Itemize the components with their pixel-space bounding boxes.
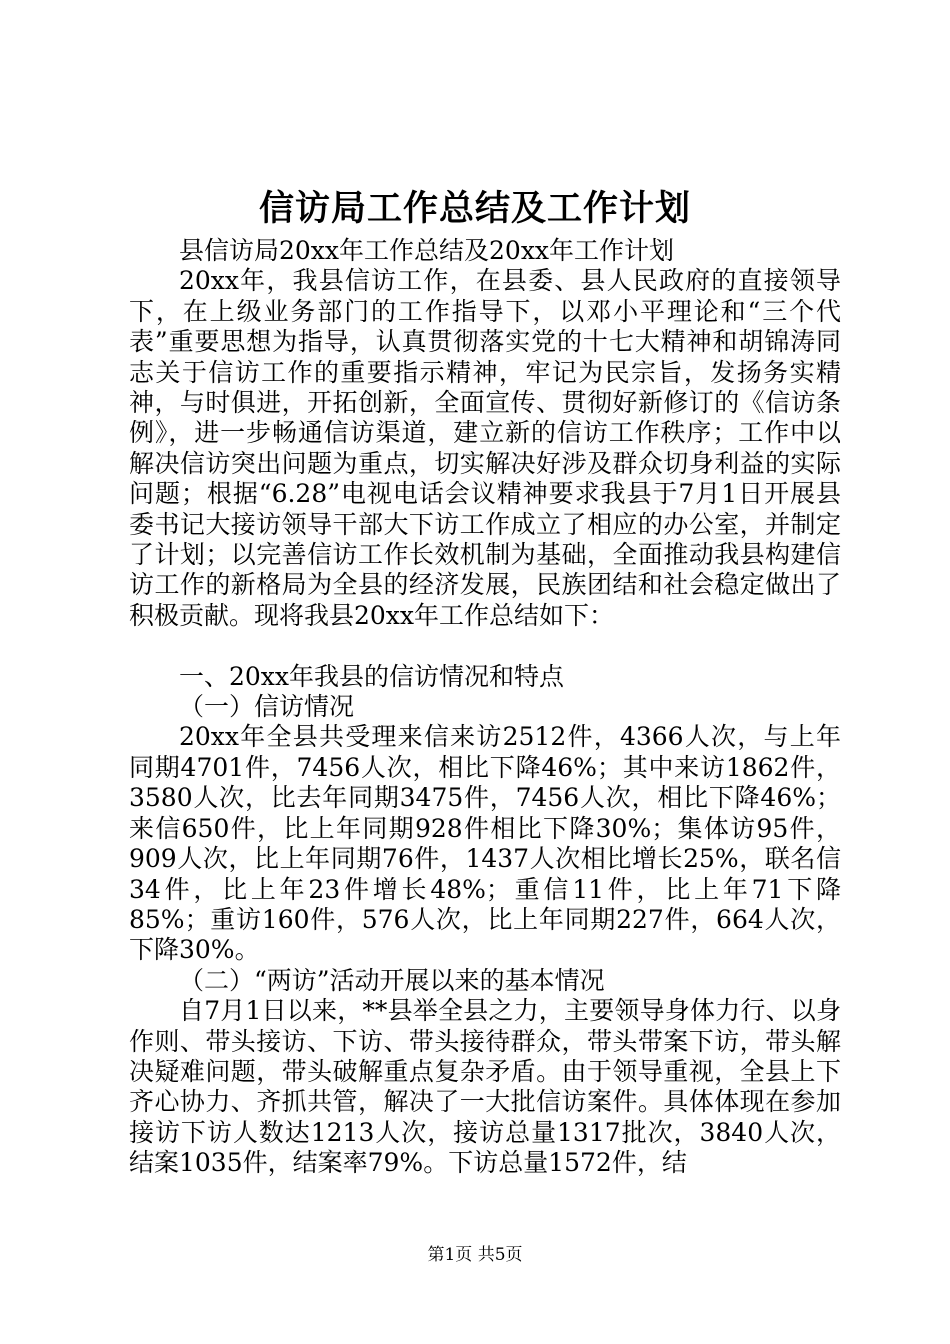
subsection-heading: （一）信访情况 (179, 692, 355, 722)
page-number: 第1页 共5页 (427, 1245, 523, 1265)
subtitle-paragraph: 县信访局20xx年工作总结及20xx年工作计划 (179, 236, 675, 265)
blank-line (129, 631, 841, 661)
document-body (129, 236, 841, 1179)
document-title: 信访局工作总结及工作计划 (258, 188, 691, 229)
intro-paragraph: 20xx年，我县信访工作，在县委、县人民政府的直接领导下，在上级业务部门的工作指导下，以邓小平理论和“三个代表”重要思想为指导，认真贯彻落实党的十七大精神和胡锦涛同志关于信访工作的重要指示精神，牢记为民宗旨，发扬务实精神，与时俱进，开拓创新，全面宣传、贯彻好新修订的《信访条例》，进一步畅通信访渠道，建立新的信访工作秩序；工作中以解决信访突出问题为重点，切实解决好涉及群众切身利益的实际问题；根据“6.28”电视电话会议精神要求我县于7月1日开展县委书记大接访领导干部大下访工作成立了相应的办公室，并制定了计划；以完善信访工作长效机制为基础，全面推动我县构建信访工作的新格局为全县的经济发展，民族团结和社会稳定做出了积极贡献。现将我县20xx年工作总结如下： (129, 266, 841, 630)
activities-paragraph: 自7月1日以来，**县举全县之力，主要领导身体力行、以身作则、带头接访、下访、带头接待群众，带头带案下访，带头解决疑难问题，带头破解重点复杂矛盾。由于领导重视，全县上下齐心协力、齐抓共管，解决了一大批信访案件。具体体现在参加接访下访人数达1213人次，接访总量1317批次，3840人次，结案1035件，结案率79%。下访总量1572件，结 (129, 996, 841, 1178)
section-heading: 一、20xx年我县的信访情况和特点 (179, 661, 565, 691)
statistics-paragraph: 20xx年全县共受理来信来访2512件，4366人次，与上年同期4701件，7456人次，相比下降46%；其中来访1862件，3580人次，比去年同期3475件，7456人次，相比下降46%；来信650件，比上年同期928件相比下降30%；集体访95件，909人次，比上年同期76件，1437人次相比增长25%，联名信34件，比上年23件增长48%；重信11件，比上年71下降85%；重访160件，576人次，比上年同期227件，664人次，下降30%。 (129, 722, 841, 965)
subsection-heading: （二）“两访”活动开展以来的基本情况 (179, 965, 605, 995)
